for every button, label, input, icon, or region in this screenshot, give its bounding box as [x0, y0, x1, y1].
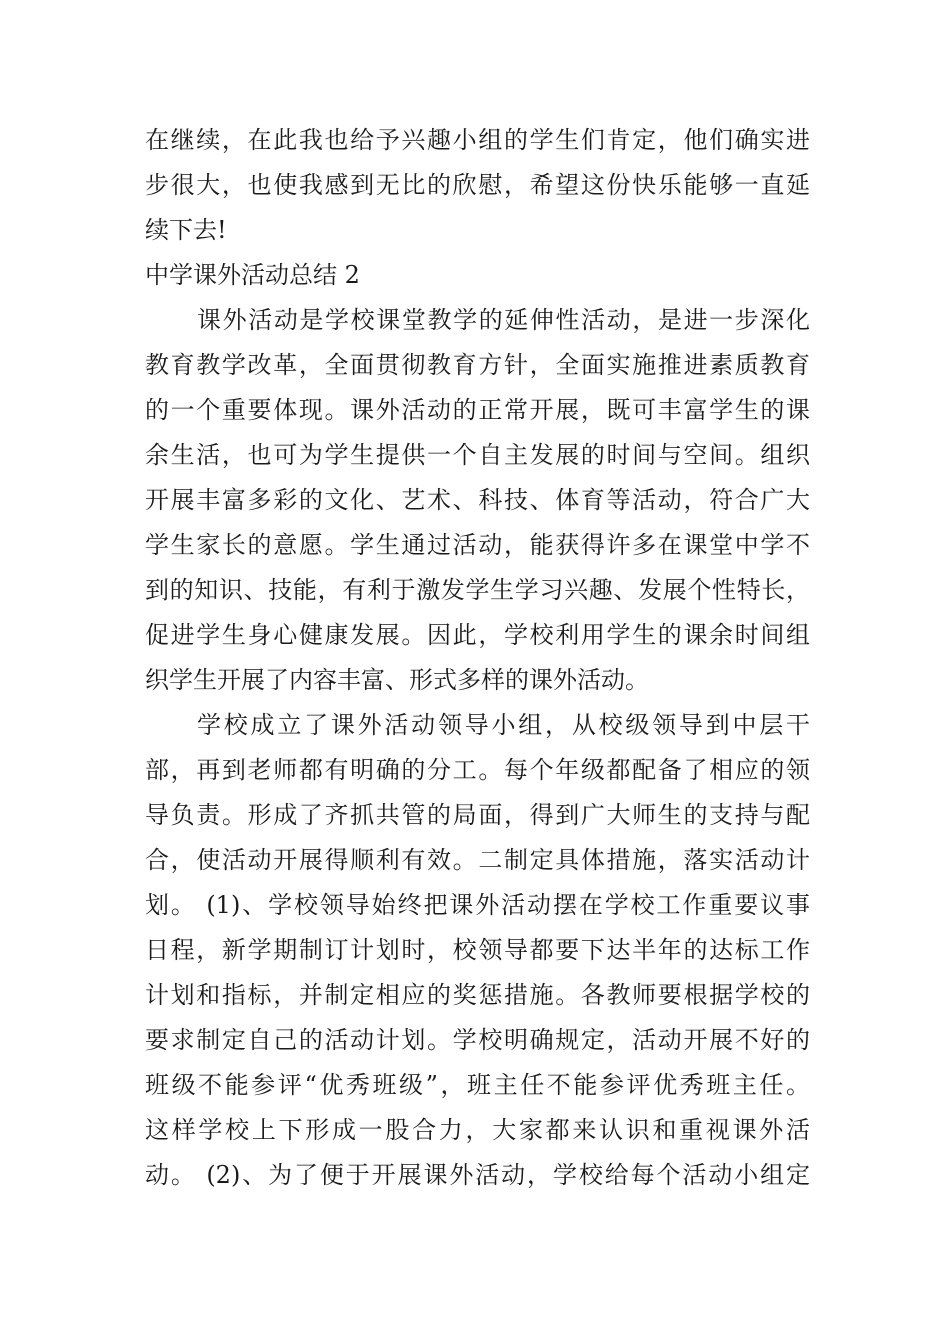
paragraph-line: 织学生开展了内容丰富、形式多样的课外活动。: [145, 666, 649, 694]
paragraph-line: 这样学校上下形成一股合力，大家都来认识和重视课外活: [145, 1116, 810, 1144]
paragraph-2: [145, 703, 810, 1198]
paragraph-line: 日程，新学期制订计划时，校领导都要下达半年的达标工作: [145, 936, 810, 964]
paragraph-line: 动。 (2)、为了便于开展课外活动，学校给每个活动小组定: [145, 1161, 810, 1189]
paragraph-line: 促进学生身心健康发展。因此，学校利用学生的课余时间组: [145, 621, 810, 649]
paragraph-line: 课外活动是学校课堂教学的延伸性活动，是进一步深化: [197, 306, 810, 334]
section-heading: [145, 253, 810, 298]
paragraph-line: 班级不能参评“优秀班级”，班主任不能参评优秀班主任。: [145, 1071, 810, 1099]
continuation-paragraph: [145, 118, 810, 253]
paragraph-line: 的一个重要体现。课外活动的正常开展，既可丰富学生的课: [145, 396, 810, 424]
paragraph-line: 开展丰富多彩的文化、艺术、科技、体育等活动，符合广大: [145, 486, 810, 514]
paragraph-line: 续下去!: [145, 216, 227, 244]
paragraph-line: 部，再到老师都有明确的分工。每个年级都配备了相应的领: [145, 756, 810, 784]
paragraph-line: 在继续，在此我也给予兴趣小组的学生们肯定，他们确实进: [145, 126, 810, 154]
paragraph-line: 导负责。形成了齐抓共管的局面，得到广大师生的支持与配: [145, 801, 810, 829]
paragraph-line: 步很大，也使我感到无比的欣慰，希望这份快乐能够一直延: [145, 171, 810, 199]
paragraph-line: 余生活，也可为学生提供一个自主发展的时间与空间。组织: [145, 441, 810, 469]
paragraph-line: 合，使活动开展得顺利有效。二制定具体措施，落实活动计: [145, 846, 810, 874]
paragraph-line: 划。 (1)、学校领导始终把课外活动摆在学校工作重要议事: [145, 891, 810, 919]
paragraph-line: 学校成立了课外活动领导小组，从校级领导到中层干: [197, 711, 810, 739]
section-title: 中学课外活动总结 2: [145, 261, 360, 289]
paragraph-line: 要求制定自己的活动计划。学校明确规定，活动开展不好的: [145, 1026, 810, 1054]
paragraph-line: 计划和指标，并制定相应的奖惩措施。各教师要根据学校的: [145, 981, 810, 1009]
paragraph-line: 学生家长的意愿。学生通过活动，能获得许多在课堂中学不: [145, 531, 810, 559]
paragraph-1: [145, 298, 810, 703]
paragraph-line: 到的知识、技能，有利于激发学生学习兴趣、发展个性特长，: [145, 576, 810, 604]
paragraph-line: 教育教学改革，全面贯彻教育方针，全面实施推进素质教育: [145, 351, 810, 379]
